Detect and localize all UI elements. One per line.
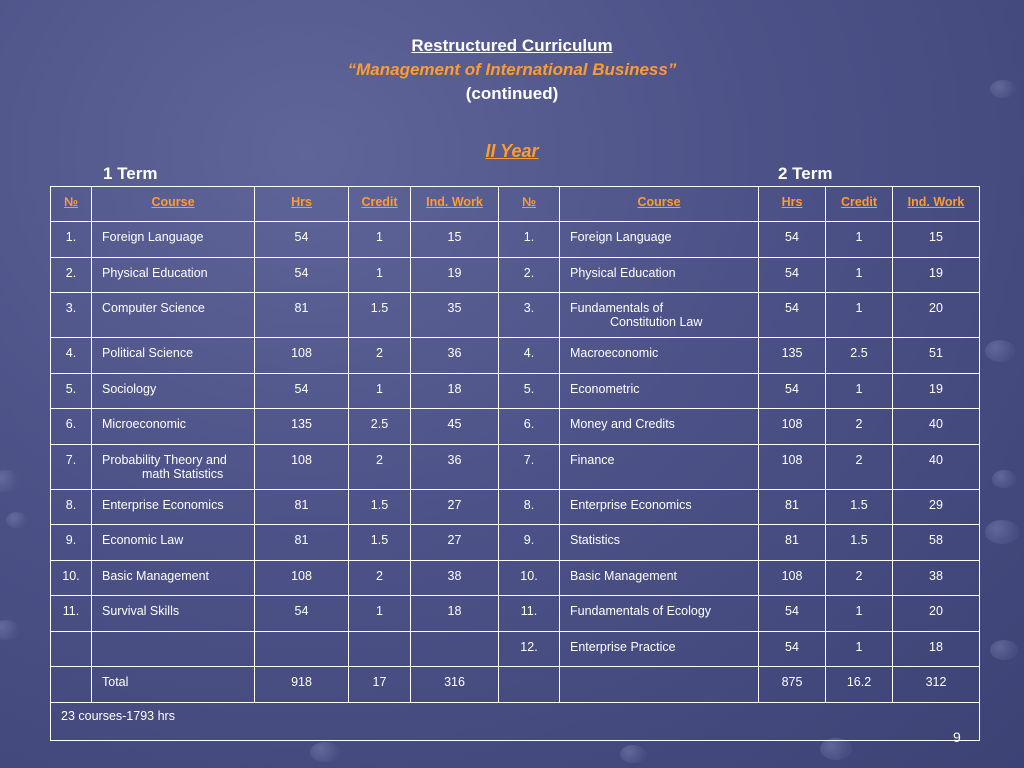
course-cell — [560, 489, 759, 525]
num-cell — [499, 409, 560, 445]
credit-cell — [826, 373, 893, 409]
course-cell — [560, 667, 759, 703]
header-cell-ind-work: Ind. Work — [411, 187, 499, 222]
credit-cell — [349, 257, 411, 293]
table-row — [51, 560, 980, 596]
cell-text: 4. — [65, 346, 77, 360]
hrs-cell — [759, 596, 826, 632]
hrs-cell — [759, 667, 826, 703]
num-cell — [51, 444, 92, 489]
num-cell — [51, 293, 92, 338]
num-cell — [499, 222, 560, 258]
course-cell — [92, 631, 255, 667]
ind-work-cell — [893, 667, 980, 703]
hrs-cell — [759, 293, 826, 338]
hrs-cell — [759, 338, 826, 374]
cell-text: 81 — [294, 497, 309, 512]
year-heading: II Year — [485, 141, 539, 161]
credit-cell — [826, 667, 893, 703]
cell-text: 2 — [376, 568, 383, 583]
cell-text: 81 — [785, 533, 799, 547]
cell-text-continued: math Statistics — [142, 466, 224, 481]
cell-text: 875 — [781, 675, 803, 689]
cell-text: 8. — [65, 497, 77, 512]
cell-text: 3. — [523, 301, 535, 315]
credit-cell — [349, 560, 411, 596]
cell-text: 51 — [929, 346, 943, 360]
cell-text: Microeconomic — [102, 417, 187, 431]
cell-text: Enterprise Practice — [570, 639, 676, 654]
cell-text: 58 — [929, 533, 943, 547]
ind-work-cell — [411, 631, 499, 667]
credit-cell — [826, 489, 893, 525]
hrs-cell — [255, 222, 349, 258]
term-2-label: 2 Term — [778, 164, 833, 183]
cell-text: 1. — [523, 230, 535, 244]
cell-text: 2. — [65, 265, 77, 280]
hrs-cell — [759, 409, 826, 445]
cell-text: 5. — [523, 381, 535, 396]
num-cell — [499, 631, 560, 667]
cell-text: Sociology — [102, 381, 157, 396]
num-cell — [51, 257, 92, 293]
table-row — [51, 409, 980, 445]
cell-text: 2 — [376, 346, 383, 360]
cell-text: 19 — [447, 265, 462, 280]
course-cell — [92, 489, 255, 525]
decor-bubble — [0, 620, 20, 640]
cell-text: 54 — [785, 639, 799, 654]
decor-bubble — [990, 640, 1018, 660]
hrs-cell — [255, 667, 349, 703]
ind-work-cell — [893, 631, 980, 667]
cell-text: 5. — [65, 381, 77, 396]
ind-work-cell — [411, 373, 499, 409]
cell-text: 10. — [62, 568, 80, 583]
cell-text: 2 — [855, 568, 863, 583]
credit-cell — [826, 560, 893, 596]
cell-text: 18 — [447, 381, 462, 396]
cell-text: 40 — [929, 417, 943, 431]
cell-text: 9. — [523, 533, 535, 547]
ind-work-cell — [411, 667, 499, 703]
decor-bubble — [820, 738, 852, 760]
course-cell — [560, 631, 759, 667]
course-cell — [560, 596, 759, 632]
ind-work-cell — [893, 489, 980, 525]
cell-text: 1 — [855, 301, 863, 315]
header-cell-ind-work: Ind. Work — [893, 187, 980, 222]
cell-text: Enterprise Economics — [102, 497, 224, 512]
cell-text: 2 — [855, 417, 863, 431]
course-cell — [92, 293, 255, 338]
credit-cell — [349, 338, 411, 374]
decor-bubble — [6, 512, 28, 528]
cell-text: Foreign Language — [102, 230, 204, 244]
course-cell — [560, 444, 759, 489]
credit-cell — [349, 596, 411, 632]
cell-text: 16.2 — [846, 675, 872, 689]
table-row — [51, 257, 980, 293]
num-cell — [51, 560, 92, 596]
course-cell — [560, 293, 759, 338]
ind-work-cell — [411, 257, 499, 293]
cell-text: 1 — [855, 639, 863, 654]
cell-text: 19 — [929, 381, 943, 396]
ind-work-cell — [411, 444, 499, 489]
cell-text: Foreign Language — [570, 230, 672, 244]
course-cell — [560, 338, 759, 374]
course-cell — [560, 222, 759, 258]
cell-text: 135 — [781, 346, 803, 360]
credit-cell — [349, 409, 411, 445]
course-cell — [92, 409, 255, 445]
num-cell — [499, 489, 560, 525]
cell-text: 81 — [294, 301, 309, 315]
credit-cell — [826, 293, 893, 338]
ind-work-cell — [893, 560, 980, 596]
num-cell — [51, 409, 92, 445]
cell-text: 1.5 — [370, 533, 389, 547]
num-cell — [51, 631, 92, 667]
cell-text: 54 — [294, 604, 309, 618]
cell-text: 54 — [785, 604, 799, 618]
hrs-cell — [759, 373, 826, 409]
cell-text: 108 — [291, 568, 312, 583]
ind-work-cell — [411, 596, 499, 632]
credit-cell — [349, 525, 411, 561]
credit-cell — [826, 631, 893, 667]
credit-cell — [826, 444, 893, 489]
hrs-cell — [255, 293, 349, 338]
cell-text: 15 — [929, 230, 943, 244]
cell-text: 1 — [855, 604, 863, 618]
num-cell — [499, 293, 560, 338]
hrs-cell — [255, 444, 349, 489]
cell-text: Enterprise Economics — [570, 497, 692, 512]
ind-work-cell — [411, 338, 499, 374]
table-row — [51, 444, 980, 489]
cell-text: 1 — [855, 230, 863, 244]
course-cell — [92, 667, 255, 703]
num-cell — [51, 489, 92, 525]
cell-text: 45 — [447, 417, 462, 431]
header-cell-hrs: Hrs — [255, 187, 349, 222]
cell-text: 9. — [65, 533, 77, 547]
ind-work-cell — [411, 222, 499, 258]
cell-text: 11. — [62, 604, 80, 618]
hrs-cell — [255, 560, 349, 596]
cell-text: Survival Skills — [102, 604, 180, 618]
header-cell-credit: Credit — [826, 187, 893, 222]
num-cell — [51, 222, 92, 258]
cell-text: 4. — [523, 346, 535, 360]
cell-text: Political Science — [102, 346, 194, 360]
credit-cell — [826, 525, 893, 561]
cell-text: 1 — [376, 381, 383, 396]
cell-text: 108 — [781, 568, 803, 583]
decor-bubble — [310, 742, 340, 762]
course-cell — [560, 257, 759, 293]
cell-text: 316 — [444, 675, 465, 689]
num-cell — [51, 525, 92, 561]
hrs-cell — [759, 444, 826, 489]
cell-text: Basic Management — [570, 568, 678, 583]
ind-work-cell — [893, 444, 980, 489]
hrs-cell — [759, 560, 826, 596]
cell-text-continued: Constitution Law — [610, 315, 703, 329]
num-cell — [499, 373, 560, 409]
cell-text: 2 — [376, 452, 383, 467]
cell-text: 54 — [785, 381, 799, 396]
hrs-cell — [759, 222, 826, 258]
course-cell — [92, 560, 255, 596]
cell-text: 11. — [520, 604, 538, 618]
cell-text: 1.5 — [850, 497, 868, 512]
credit-cell — [349, 489, 411, 525]
course-cell — [560, 373, 759, 409]
cell-text: Econometric — [570, 381, 640, 396]
header-cell-credit: Credit — [349, 187, 411, 222]
cell-text: 54 — [785, 265, 799, 280]
course-cell — [92, 596, 255, 632]
cell-text: 1.5 — [850, 533, 868, 547]
ind-work-cell — [893, 222, 980, 258]
credit-cell — [349, 444, 411, 489]
table-row — [51, 525, 980, 561]
table-row — [51, 596, 980, 632]
cell-text: 38 — [929, 568, 943, 583]
cell-text: 38 — [447, 568, 462, 583]
cell-text: 12. — [520, 639, 538, 654]
credit-cell — [349, 293, 411, 338]
ind-work-cell — [411, 560, 499, 596]
table-header-row — [51, 187, 980, 222]
cell-text: 2.5 — [370, 417, 389, 431]
num-cell — [499, 667, 560, 703]
cell-text: 35 — [447, 301, 462, 315]
cell-text: 29 — [929, 497, 943, 512]
ind-work-cell — [893, 257, 980, 293]
cell-text: Economic Law — [102, 533, 184, 547]
hrs-cell — [255, 631, 349, 667]
cell-text: 8. — [523, 497, 535, 512]
cell-text: 36 — [447, 452, 462, 467]
cell-text: 54 — [785, 301, 799, 315]
cell-text: 6. — [523, 417, 535, 431]
hrs-cell — [255, 373, 349, 409]
cell-text: 6. — [65, 417, 77, 431]
credit-cell — [826, 338, 893, 374]
cell-text: Physical Education — [570, 265, 676, 280]
cell-text: 54 — [294, 265, 309, 280]
cell-text: 15 — [447, 230, 462, 244]
cell-text: 40 — [929, 452, 943, 467]
cell-text: Computer Science — [102, 301, 205, 315]
hrs-cell — [759, 489, 826, 525]
decor-bubble — [0, 470, 20, 492]
cell-text: 81 — [785, 497, 799, 512]
cell-text: 312 — [925, 675, 947, 689]
hrs-cell — [255, 596, 349, 632]
course-cell — [92, 444, 255, 489]
cell-text: Fundamentals of Ecology — [570, 604, 712, 618]
term-1-label: 1 Term — [103, 164, 158, 183]
cell-text: 54 — [294, 230, 309, 244]
cell-text: 36 — [447, 346, 462, 360]
course-cell — [560, 409, 759, 445]
credit-cell — [826, 596, 893, 632]
cell-text: 1 — [855, 381, 863, 396]
table-row — [51, 293, 980, 338]
ind-work-cell — [411, 293, 499, 338]
table-row — [51, 338, 980, 374]
cell-text: 135 — [291, 417, 312, 431]
cell-text: Statistics — [570, 533, 621, 547]
header-cell-hrs: Hrs — [759, 187, 826, 222]
cell-text: 20 — [929, 301, 943, 315]
num-cell — [51, 373, 92, 409]
page-number: 9 — [953, 729, 961, 745]
table-row — [51, 222, 980, 258]
cell-text: 2. — [523, 265, 535, 280]
cell-text: Basic Management — [102, 568, 210, 583]
cell-text: Finance — [570, 452, 615, 467]
cell-text: 27 — [447, 497, 462, 512]
cell-text: 3. — [65, 301, 77, 315]
table-row — [51, 667, 980, 703]
cell-text: 20 — [929, 604, 943, 618]
cell-text: 1 — [376, 604, 383, 618]
ind-work-cell — [893, 596, 980, 632]
cell-text: 1 — [376, 265, 383, 280]
course-cell — [92, 373, 255, 409]
cell-text: 1 — [376, 230, 383, 244]
course-cell — [92, 222, 255, 258]
num-cell — [499, 525, 560, 561]
num-cell — [51, 596, 92, 632]
hrs-cell — [759, 631, 826, 667]
ind-work-cell — [411, 489, 499, 525]
cell-text: 108 — [291, 452, 312, 467]
cell-text: 7. — [65, 452, 77, 467]
credit-cell — [826, 222, 893, 258]
table-row — [51, 489, 980, 525]
ind-work-cell — [893, 293, 980, 338]
num-cell — [499, 560, 560, 596]
cell-text: 1.5 — [370, 497, 389, 512]
table-row — [51, 631, 980, 667]
cell-text: Macroeconomic — [570, 346, 659, 360]
continued-label: (continued) — [465, 84, 559, 103]
credit-cell — [349, 373, 411, 409]
cell-text: Total — [102, 675, 129, 689]
table-footer-summary: 23 courses-1793 hrs — [51, 702, 980, 740]
credit-cell — [349, 222, 411, 258]
ind-work-cell — [893, 373, 980, 409]
cell-text: 108 — [781, 417, 803, 431]
header-cell-course: Course — [92, 187, 255, 222]
ind-work-cell — [893, 525, 980, 561]
cell-text: 10. — [520, 568, 538, 583]
decor-bubble — [620, 745, 646, 763]
cell-text: 19 — [929, 265, 943, 280]
header-cell-number: № — [499, 187, 560, 222]
hrs-cell — [255, 257, 349, 293]
cell-text: Fundamentals of — [570, 301, 664, 315]
cell-text: 2 — [855, 452, 863, 467]
decor-bubble — [992, 470, 1016, 488]
course-cell — [92, 338, 255, 374]
num-cell — [499, 444, 560, 489]
cell-text: 81 — [294, 533, 309, 547]
cell-text: 2.5 — [850, 346, 868, 360]
course-cell — [92, 525, 255, 561]
decor-bubble — [985, 520, 1019, 544]
course-cell — [92, 257, 255, 293]
cell-text: 54 — [785, 230, 799, 244]
cell-text: 1. — [65, 230, 77, 244]
cell-text: 108 — [291, 346, 312, 360]
page-title: Restructured Curriculum — [411, 36, 613, 55]
credit-cell — [826, 257, 893, 293]
cell-text: 7. — [523, 452, 535, 467]
num-cell — [499, 596, 560, 632]
hrs-cell — [255, 525, 349, 561]
hrs-cell — [255, 338, 349, 374]
cell-text: Money and Credits — [570, 417, 675, 431]
num-cell — [51, 338, 92, 374]
num-cell — [499, 257, 560, 293]
cell-text: 17 — [372, 675, 387, 689]
cell-text: 918 — [291, 675, 312, 689]
cell-text: 18 — [447, 604, 462, 618]
cell-text: Physical Education — [102, 265, 208, 280]
ind-work-cell — [893, 409, 980, 445]
credit-cell — [349, 667, 411, 703]
ind-work-cell — [411, 409, 499, 445]
ind-work-cell — [893, 338, 980, 374]
header-cell-course: Course — [560, 187, 759, 222]
num-cell — [51, 667, 92, 703]
hrs-cell — [255, 489, 349, 525]
table-row — [51, 373, 980, 409]
cell-text: 27 — [447, 533, 462, 547]
cell-text: 1 — [855, 265, 863, 280]
hrs-cell — [255, 409, 349, 445]
course-cell — [560, 525, 759, 561]
page-subtitle: “Management of International Business” — [347, 60, 677, 79]
num-cell — [499, 338, 560, 374]
cell-text: 1.5 — [370, 301, 389, 315]
header-cell-number: № — [51, 187, 92, 222]
cell-text: 54 — [294, 381, 309, 396]
ind-work-cell — [411, 525, 499, 561]
cell-text: 108 — [781, 452, 803, 467]
course-cell — [560, 560, 759, 596]
cell-text: 18 — [929, 639, 943, 654]
curriculum-table — [50, 186, 980, 741]
hrs-cell — [759, 525, 826, 561]
credit-cell — [826, 409, 893, 445]
hrs-cell — [759, 257, 826, 293]
credit-cell — [349, 631, 411, 667]
cell-text: Probability Theory and — [102, 452, 227, 467]
decor-bubble — [985, 340, 1015, 362]
